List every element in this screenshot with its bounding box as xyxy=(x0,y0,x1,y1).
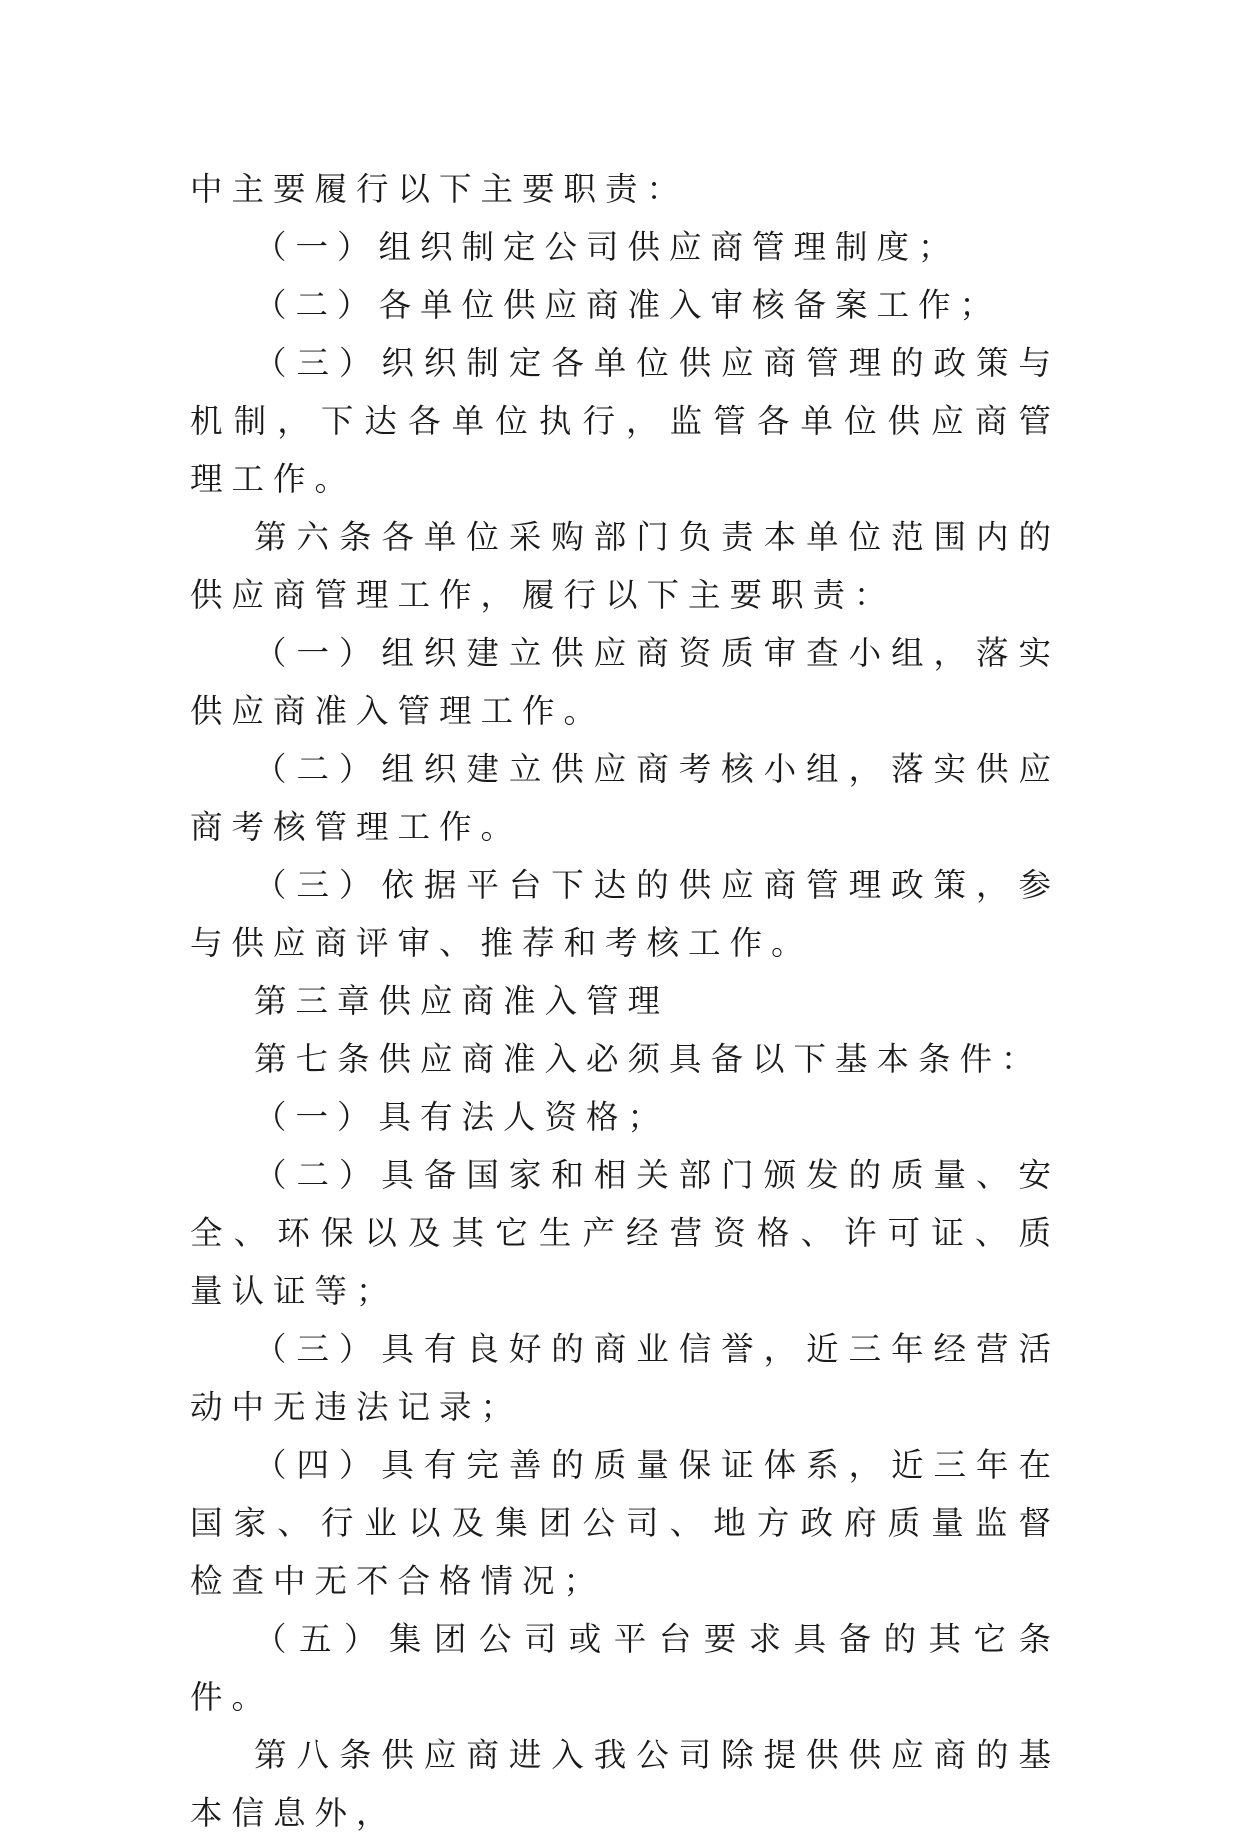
paragraph-continuation: 中主要履行以下主要职责： xyxy=(190,170,689,208)
article-6-item-2: （二）组织建立供应商考核小组，落实供应商考核管理工作。 xyxy=(190,750,1060,846)
article-7-item-1: （一）具有法人资格； xyxy=(254,1098,670,1136)
paragraph-item-1: （一）组织制定公司供应商管理制度； xyxy=(254,228,960,266)
article-7-item-2: （二）具备国家和相关部门颁发的质量、安全、环保以及其它生产经营资格、许可证、质量认证等； xyxy=(190,1156,1060,1310)
paragraph-item-3: （三）织织制定各单位供应商管理的政策与机制，下达各单位执行，监管各单位供应商管理工作。 xyxy=(190,344,1060,498)
article-7-item-5: （五）集团公司或平台要求具备的其它条件。 xyxy=(190,1620,1060,1716)
chapter-3-heading: 第三章供应商准入管理 xyxy=(254,982,670,1020)
article-7: 第七条供应商准入必须具备以下基本条件： xyxy=(254,1040,1043,1078)
article-8: 第八条供应商进入我公司除提供供应商的基本信息外， xyxy=(190,1736,1060,1832)
article-6-item-1: （一）组织建立供应商资质审查小组，落实供应商准入管理工作。 xyxy=(190,634,1060,730)
article-7-item-4: （四）具有完善的质量保证体系，近三年在国家、行业以及集团公司、地方政府质量监督检查中无不合格情况； xyxy=(190,1446,1060,1600)
article-6: 第六条各单位采购部门负责本单位范围内的供应商管理工作，履行以下主要职责： xyxy=(190,518,1060,614)
paragraph-item-2: （二）各单位供应商准入审核备案工作； xyxy=(254,286,1002,324)
document-body xyxy=(190,160,1060,1842)
article-6-item-3: （三）依据平台下达的供应商管理政策，参与供应商评审、推荐和考核工作。 xyxy=(190,866,1060,962)
article-7-item-3: （三）具有良好的商业信誉，近三年经营活动中无违法记录； xyxy=(190,1330,1060,1426)
